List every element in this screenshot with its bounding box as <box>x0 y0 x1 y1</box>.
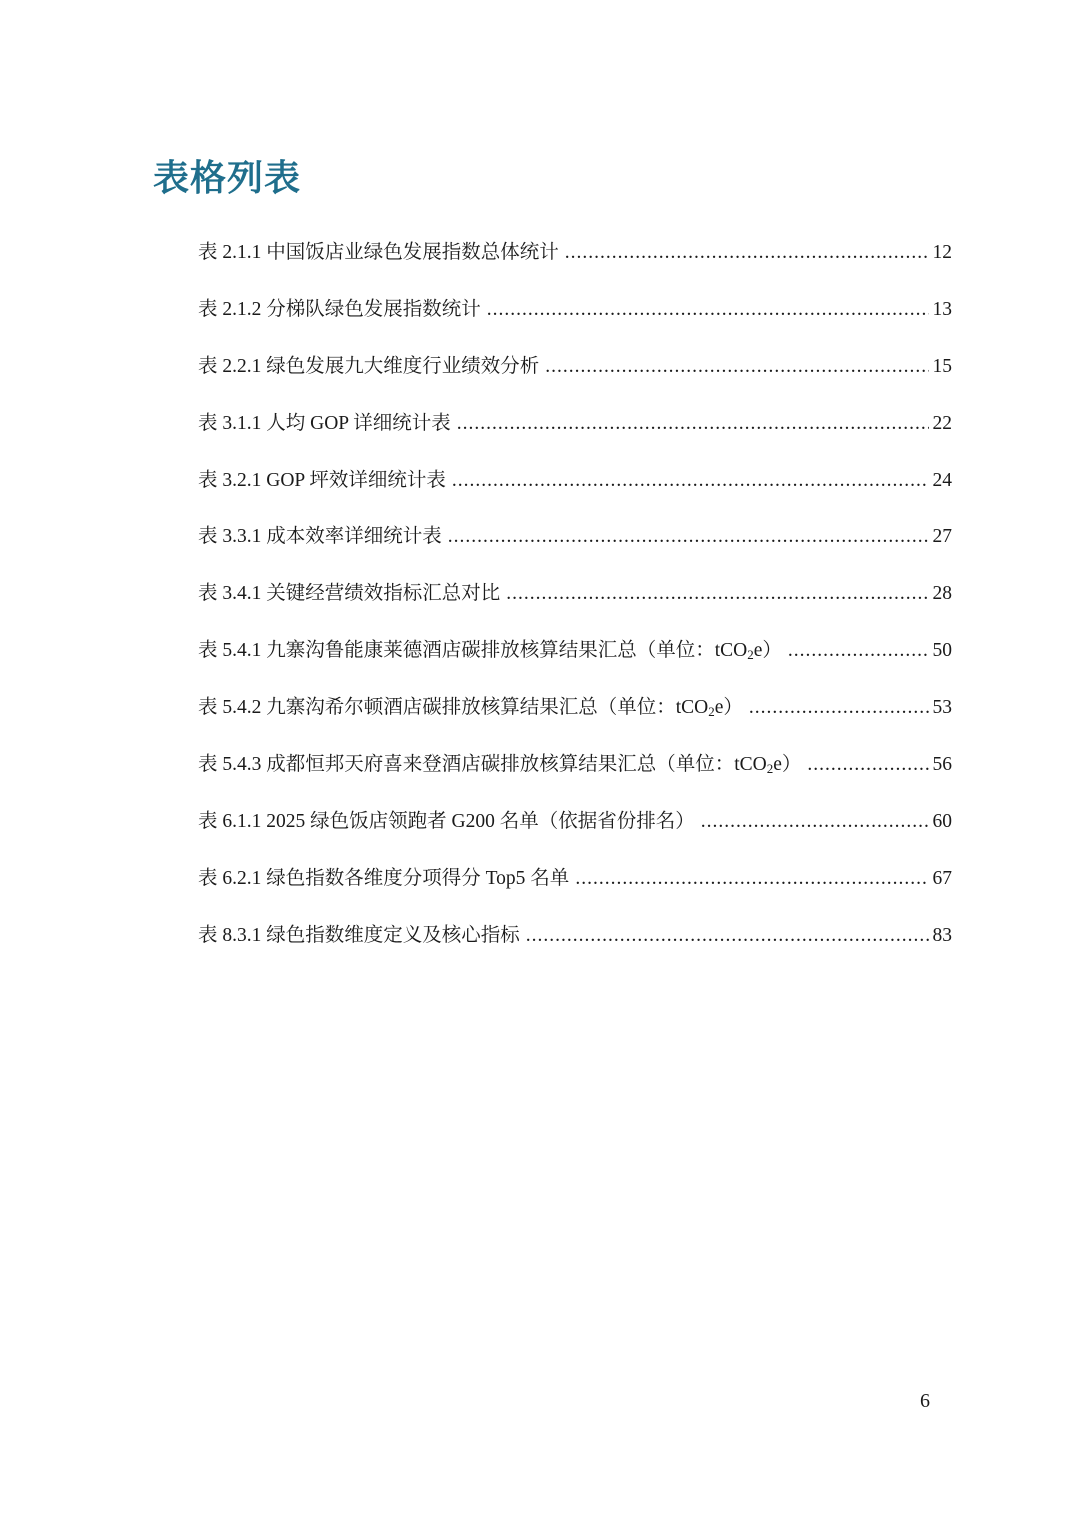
toc-entry-label-prefix: 表 5.4.3 成都恒邦天府喜来登酒店碳排放核算结果汇总（单位：tCO <box>198 754 767 776</box>
toc-entry-label-suffix: e） <box>714 697 743 719</box>
toc-entry-label-prefix: 表 5.4.2 九寨沟希尔顿酒店碳排放核算结果汇总（单位：tCO <box>198 697 709 719</box>
toc-entry-label <box>198 691 743 725</box>
toc-entry-label-suffix: e） <box>773 754 802 776</box>
toc-entry[interactable] <box>198 691 952 748</box>
toc-entry-page-number: 24 <box>932 469 952 491</box>
dot-leader <box>506 577 928 611</box>
toc-entry-label: 表 3.2.1 GOP 坪效详细统计表 <box>198 469 446 491</box>
page-number: 6 <box>920 1390 930 1412</box>
dot-leader <box>788 634 929 668</box>
toc-entry-page-number: 67 <box>932 867 952 889</box>
toc-entry-label-suffix: e） <box>753 640 782 662</box>
dot-leader <box>749 691 929 725</box>
dot-leader <box>452 464 929 498</box>
dot-leader <box>807 748 928 782</box>
toc-entry-page-number: 12 <box>932 242 952 263</box>
toc-entry[interactable] <box>198 407 952 464</box>
dot-leader <box>545 350 928 384</box>
toc-entry-label-prefix: 表 5.4.1 九寨沟鲁能康莱德酒店碳排放核算结果汇总（单位：tCO <box>198 640 748 662</box>
table-of-tables-list <box>198 236 952 976</box>
toc-entry-page-number: 27 <box>932 526 952 548</box>
toc-entry-label: 表 2.1.1 中国饭店业绿色发展指数总体统计 <box>198 242 559 263</box>
toc-entry-label: 表 3.1.1 人均 GOP 详细统计表 <box>198 412 451 434</box>
co2-subscript: 2 <box>766 761 774 777</box>
dot-leader <box>487 293 929 327</box>
dot-leader <box>701 805 929 839</box>
toc-entry-page-number: 22 <box>932 412 952 434</box>
toc-entry-page-number: 28 <box>932 583 952 605</box>
toc-entry-page-number: 56 <box>932 754 952 776</box>
toc-entry[interactable] <box>198 577 952 634</box>
dot-leader <box>565 236 929 270</box>
toc-entry-page-number: 50 <box>932 640 952 662</box>
toc-entry[interactable] <box>198 805 952 862</box>
toc-entry-page-number: 13 <box>932 298 952 320</box>
co2-subscript: 2 <box>747 647 754 663</box>
toc-entry-page-number: 53 <box>932 697 952 719</box>
toc-entry-label: 表 6.2.1 绿色指数各维度分项得分 Top5 名单 <box>198 867 570 889</box>
toc-entry[interactable] <box>198 464 952 521</box>
toc-entry-page-number: 15 <box>932 355 952 377</box>
toc-entry[interactable] <box>198 919 952 976</box>
toc-entry[interactable] <box>198 634 952 691</box>
toc-entry[interactable] <box>198 293 952 350</box>
toc-entry-label: 表 3.3.1 成本效率详细统计表 <box>198 526 442 548</box>
toc-entry-page-number: 83 <box>932 924 952 946</box>
toc-entry[interactable] <box>198 520 952 577</box>
toc-entry[interactable] <box>198 236 952 293</box>
toc-entry-page-number: 60 <box>932 810 952 832</box>
toc-entry-label: 表 8.3.1 绿色指数维度定义及核心指标 <box>198 924 520 946</box>
page-title: 表格列表 <box>153 158 302 199</box>
dot-leader <box>526 919 929 953</box>
dot-leader <box>575 862 928 896</box>
toc-entry-label: 表 2.1.2 分梯队绿色发展指数统计 <box>198 298 481 320</box>
toc-entry-label <box>198 634 782 668</box>
toc-entry[interactable] <box>198 862 952 919</box>
toc-entry-label <box>198 748 801 782</box>
toc-entry[interactable] <box>198 748 952 805</box>
toc-entry[interactable] <box>198 350 952 407</box>
dot-leader <box>448 520 929 554</box>
dot-leader <box>457 407 929 441</box>
toc-entry-label: 表 3.4.1 关键经营绩效指标汇总对比 <box>198 583 501 605</box>
toc-entry-label: 表 2.2.1 绿色发展九大维度行业绩效分析 <box>198 355 540 377</box>
toc-entry-label: 表 6.1.1 2025 绿色饭店领跑者 G200 名单（依据省份排名） <box>198 810 695 832</box>
co2-subscript: 2 <box>708 704 715 720</box>
